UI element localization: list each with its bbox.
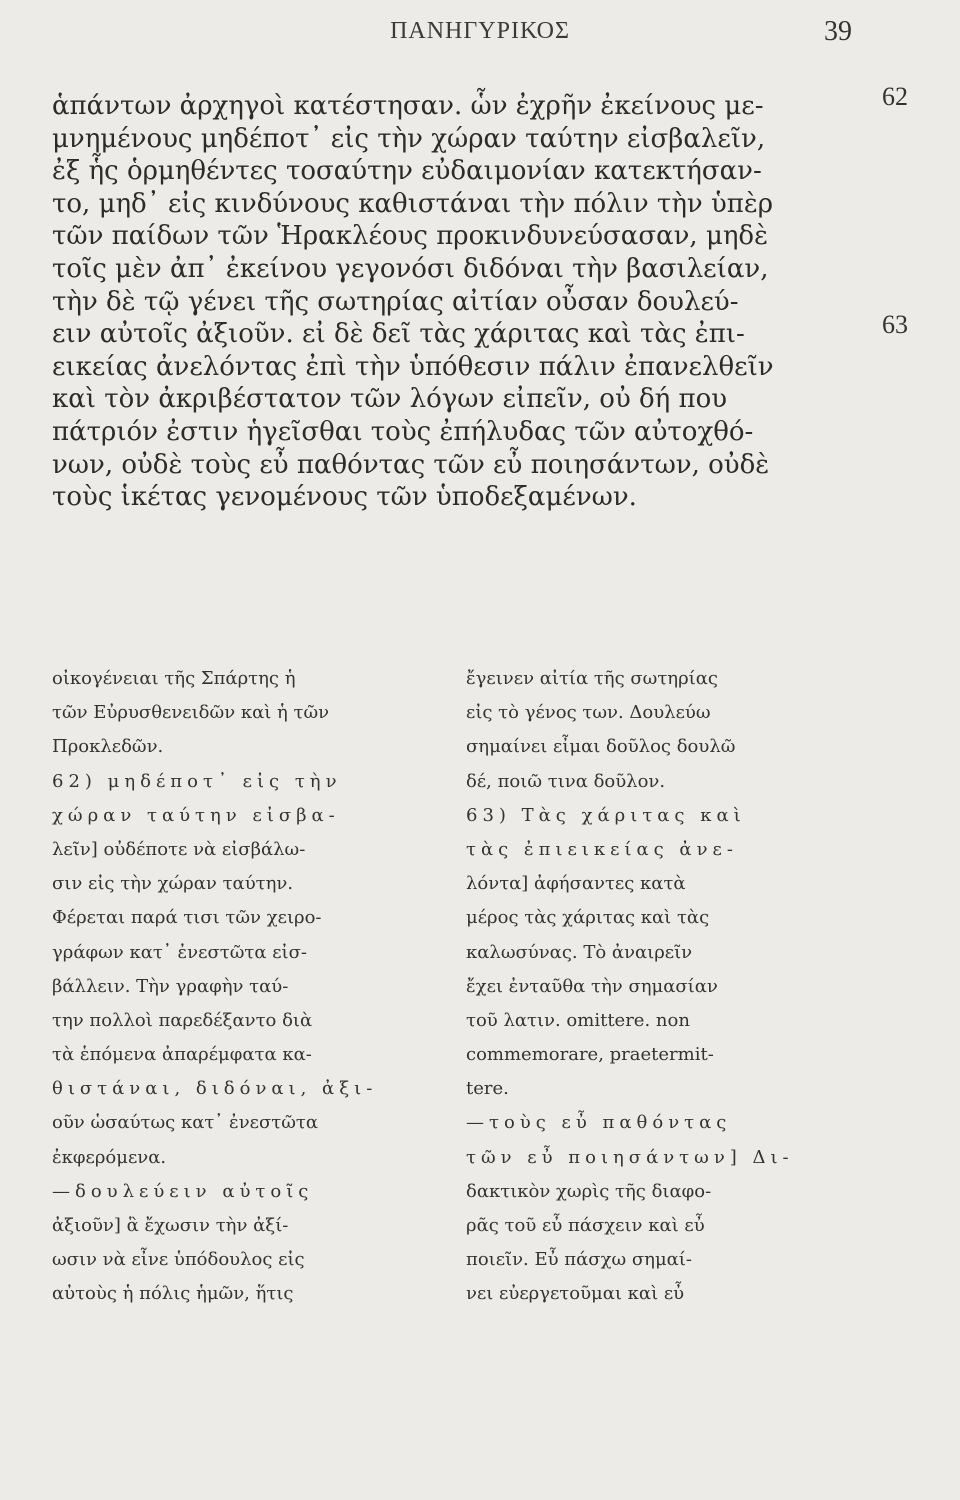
- main-text-line: τοὺς ἱκέτας γενομένους τῶν ὑποδεξαμένων.: [52, 482, 637, 513]
- section-number-62: 62: [882, 82, 908, 111]
- running-title: ΠΑΝΗΓΥΡΙΚΟΣ: [390, 18, 570, 44]
- footnote-lemma-62: 62) μηδέποτ᾽ εἰς τὴν: [52, 770, 342, 792]
- footnotes-right-column: [466, 662, 866, 1312]
- main-text-line: ἐξ ἧς ὁρμηθέντες τοσαύτην εὐδαιμονίαν κατεκτήσαν-: [52, 156, 762, 187]
- footnote-line: ρᾶς τοῦ εὖ πάσχειν καὶ εὖ: [466, 1215, 705, 1236]
- footnote-line: ἔχει ἐνταῦθα τὴν σημασίαν: [466, 975, 718, 997]
- section-number-63: 63: [882, 310, 908, 339]
- page-number: 39: [824, 16, 852, 47]
- footnote-lemma-63: 63) Τὰς χάριτας καὶ: [466, 804, 746, 826]
- footnote-line: commemorare, praetermit-: [466, 1044, 714, 1066]
- footnote-line: σιν εἰς τὴν χώραν ταύτην.: [52, 873, 294, 895]
- footnote-line: αὐτοὺς ἡ πόλις ἡμῶν, ἥτις: [52, 1283, 294, 1305]
- footnote-line: λεῖν] οὐδέποτε νὰ εἰσβάλω-: [52, 838, 306, 860]
- footnote-lemma: —τοὺς εὖ παθόντας: [466, 1112, 732, 1134]
- main-text-line: νων, οὐδὲ τοὺς εὖ παθόντας τῶν εὖ ποιησάντων, οὐδὲ: [52, 449, 770, 480]
- footnote-line: λόντα] ἀφήσαντες κατὰ: [466, 873, 686, 895]
- footnote-line: ἐκφερόμενα.: [52, 1146, 167, 1168]
- footnote-line: εἰς τὸ γένος των. Δουλεύω: [466, 702, 711, 724]
- footnote-line: τῶν Εὐρυσθενειδῶν καὶ ἡ τῶν: [52, 702, 330, 724]
- main-text-line: εικείας ἀνελόντας ἐπὶ τὴν ὑπόθεσιν πάλιν ἐπανελθεῖν: [52, 351, 774, 382]
- footnote-line: οἰκογένειαι τῆς Σπάρτης ἡ: [52, 668, 296, 689]
- footnote-line: ωσιν νὰ εἶνε ὑπόδουλος εἰς: [52, 1249, 305, 1271]
- footnote-line: οῦν ὡσαύτως κατ᾽ ἐνεστῶτα: [52, 1112, 318, 1134]
- footnote-line: καλωσύνας. Τὸ ἀναιρεῖν: [466, 941, 693, 963]
- main-text-line: τοῖς μὲν ἀπ᾽ ἐκείνου γεγονόσι διδόναι τὴν βασιλείαν,: [52, 253, 769, 284]
- footnote-lemma: —δουλεύειν αὐτοῖς: [52, 1180, 314, 1202]
- footnote-line: τοῦ λατιν. omittere. non: [466, 1009, 690, 1031]
- footnote-line: δέ, ποιῶ τινα δοῦλον.: [466, 770, 666, 792]
- footnote-line: βάλλειν. Τὴν γραφὴν ταύ-: [52, 975, 289, 997]
- footnote-line: Φέρεται παρά τισι τῶν χειρο-: [52, 907, 322, 929]
- main-text-line: καὶ τὸν ἀκριβέστατον τῶν λόγων εἰπεῖν, οὐ δή που: [52, 384, 728, 415]
- main-text-line: ειν αὐτοῖς ἀξιοῦν. εἰ δὲ δεῖ τὰς χάριτας καὶ τὰς ἐπι-: [52, 319, 745, 350]
- footnote-line: θιστάναι, διδόναι, ἀξι-: [52, 1078, 378, 1100]
- footnote-line: την πολλοὶ παρεδέξαντο διὰ: [52, 1009, 313, 1031]
- main-text-line: τῶν παίδων τῶν Ἡρακλέους προκινδυνεύσασαν, μηδὲ: [52, 221, 769, 252]
- footnote-line: τὰς ἐπιεικείας ἀνε-: [466, 838, 738, 860]
- footnote-line: τῶν εὖ ποιησάντων] Δι-: [466, 1146, 794, 1168]
- footnote-line: δακτικὸν χωρὶς τῆς διαφο-: [466, 1180, 712, 1202]
- main-text-line: το, μηδ᾽ εἰς κινδύνους καθιστάναι τὴν πόλιν τὴν ὑπὲρ: [52, 188, 774, 219]
- footnote-line: νει εὐεργετοῦμαι καὶ εὖ: [466, 1283, 685, 1305]
- main-text-block: [52, 90, 852, 514]
- footnote-line: γράφων κατ᾽ ἐνεστῶτα εἰσ-: [52, 941, 307, 963]
- footnote-line: χώραν ταύτην εἰσβα-: [52, 804, 340, 826]
- footnote-line: σημαίνει εἶμαι δοῦλος δουλῶ: [466, 736, 736, 758]
- main-text-line: πάτριόν ἐστιν ἡγεῖσθαι τοὺς ἐπήλυδας τῶν αὐτοχθό-: [52, 416, 754, 447]
- footnote-line: ἔγεινεν αἰτία τῆς σωτηρίας: [466, 668, 718, 689]
- footnote-line: Προκλεδῶν.: [52, 736, 164, 758]
- footnote-line: τὰ ἑπόμενα ἀπαρέμφατα κα-: [52, 1044, 312, 1066]
- main-text-line: τὴν δὲ τῷ γένει τῆς σωτηρίας αἰτίαν οὖσαν δουλεύ-: [52, 286, 739, 317]
- footnote-line: μέρος τὰς χάριτας καὶ τὰς: [466, 907, 710, 929]
- page-header: [0, 14, 960, 54]
- footnote-line: ποιεῖν. Εὖ πάσχω σημαί-: [466, 1249, 692, 1271]
- footnotes-left-column: [52, 662, 452, 1312]
- main-text-line: ἁπάντων ἀρχηγοὶ κατέστησαν. ὧν ἐχρῆν ἐκείνους με-: [52, 91, 764, 121]
- footnote-line: ἀξιοῦν] ἃ ἔχωσιν τὴν ἀξί-: [52, 1215, 289, 1236]
- footnote-line: tere.: [466, 1078, 509, 1100]
- main-text-line: μνημένους μηδέποτ᾽ εἰς τὴν χώραν ταύτην εἰσβαλεῖν,: [52, 123, 766, 154]
